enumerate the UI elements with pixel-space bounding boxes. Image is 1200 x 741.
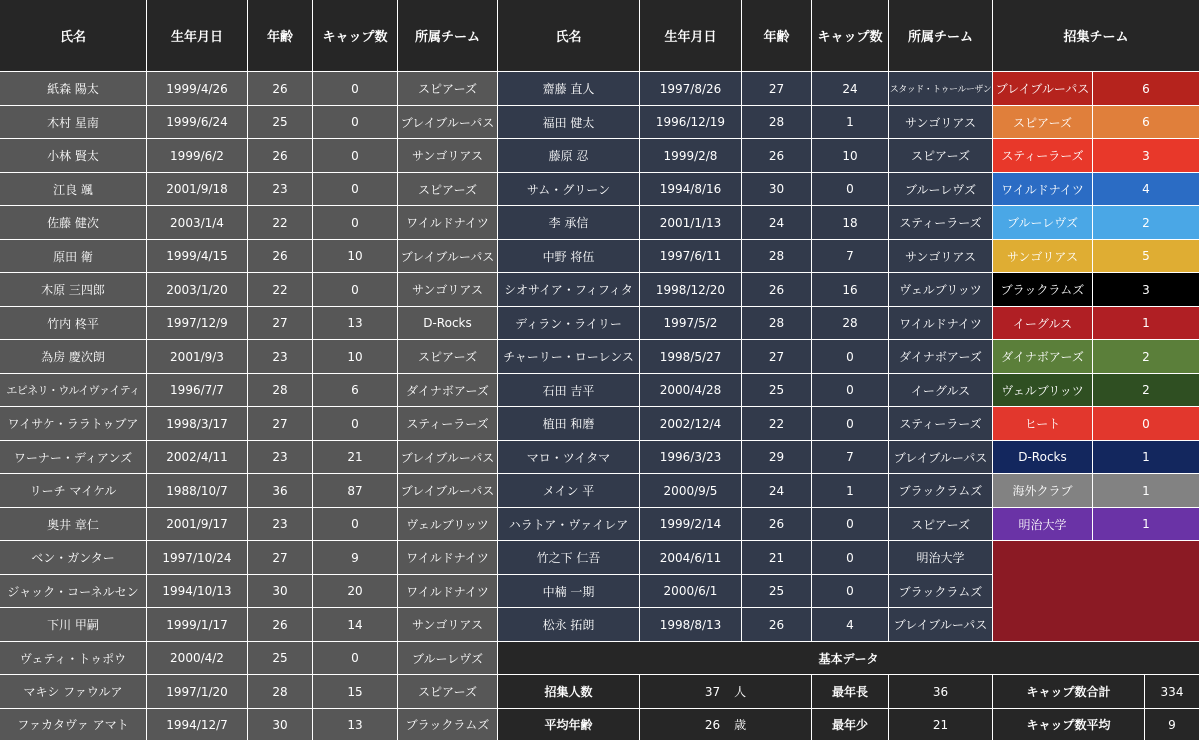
left-player-age: 23: [248, 173, 313, 206]
right-player-team: スタッド・トゥールーザン: [889, 72, 993, 106]
right-player-team: スピアーズ: [889, 508, 993, 541]
right-player-dob: 2000/6/1: [640, 575, 742, 608]
right-player-dob: 1997/6/11: [640, 240, 742, 273]
right-player-caps: 18: [812, 206, 889, 240]
left-player-name: ファカタヴァ アマト: [0, 709, 147, 741]
right-player-team: スピアーズ: [889, 139, 993, 173]
filler-block: [993, 541, 1200, 642]
left-player-team: スピアーズ: [398, 72, 498, 106]
recruit-team-count: 3: [1093, 139, 1200, 173]
left-player-name: 竹内 柊平: [0, 307, 147, 340]
recruit-team-label: ワイルドナイツ: [993, 173, 1093, 206]
right-player-team: ヴェルブリッツ: [889, 273, 993, 307]
header-name-left: 氏名: [0, 0, 147, 72]
right-player-age: 26: [742, 508, 812, 541]
left-player-dob: 2003/1/4: [147, 206, 248, 240]
right-player-age: 22: [742, 407, 812, 441]
recruit-team-label: ブルーレヴズ: [993, 206, 1093, 240]
left-player-team: スピアーズ: [398, 173, 498, 206]
left-player-name: リーチ マイケル: [0, 474, 147, 508]
recruit-team-label: 明治大学: [993, 508, 1093, 541]
right-player-age: 25: [742, 575, 812, 608]
summary-avg-age-number: 26: [704, 717, 721, 732]
right-player-name: チャーリー・ローレンス: [498, 340, 640, 374]
right-player-name: 石田 吉平: [498, 374, 640, 407]
recruit-team-count: 2: [1093, 340, 1200, 374]
right-player-name: 福田 健太: [498, 106, 640, 139]
right-player-name: サム・グリーン: [498, 173, 640, 206]
left-player-name: 木原 三四郎: [0, 273, 147, 307]
right-player-caps: 1: [812, 474, 889, 508]
left-player-caps: 13: [313, 709, 398, 741]
right-player-name: 藤原 忍: [498, 139, 640, 173]
right-player-team: イーグルス: [889, 374, 993, 407]
right-player-name: ハラトア・ヴァイレア: [498, 508, 640, 541]
left-player-team: スティーラーズ: [398, 407, 498, 441]
left-player-dob: 1994/10/13: [147, 575, 248, 608]
right-player-age: 28: [742, 307, 812, 340]
summary-recruited-caps-value: 334: [1145, 675, 1200, 709]
right-player-caps: 0: [812, 508, 889, 541]
left-player-age: 26: [248, 139, 313, 173]
recruit-team-label: ヴェルブリッツ: [993, 374, 1093, 407]
left-player-name: ワーナー・ディアンズ: [0, 441, 147, 474]
left-player-team: サンゴリアス: [398, 608, 498, 642]
right-player-name: マロ・ツイタマ: [498, 441, 640, 474]
left-player-name: 江良 颯: [0, 173, 147, 206]
right-player-age: 26: [742, 139, 812, 173]
recruit-team-label: D-Rocks: [993, 441, 1093, 474]
left-player-caps: 0: [313, 206, 398, 240]
recruit-team-count: 1: [1093, 474, 1200, 508]
left-player-name: ジャック・コーネルセン: [0, 575, 147, 608]
left-player-team: スピアーズ: [398, 340, 498, 374]
left-player-age: 27: [248, 407, 313, 441]
left-player-team: ブレイブルーパス: [398, 474, 498, 508]
left-player-age: 23: [248, 508, 313, 541]
recruit-team-count: 2: [1093, 374, 1200, 407]
left-player-team: ブレイブルーパス: [398, 240, 498, 273]
left-player-caps: 14: [313, 608, 398, 642]
right-player-team: ブレイブルーパス: [889, 441, 993, 474]
left-player-dob: 1999/1/17: [147, 608, 248, 642]
left-player-caps: 0: [313, 508, 398, 541]
left-player-team: ダイナボアーズ: [398, 374, 498, 407]
left-player-age: 23: [248, 340, 313, 374]
recruit-team-label: ブラックラムズ: [993, 273, 1093, 307]
right-player-name: 中野 将伍: [498, 240, 640, 273]
left-player-caps: 10: [313, 340, 398, 374]
summary-avg-age-label: 平均年齢: [498, 709, 640, 741]
recruit-team-label: ブレイブルーパス: [993, 72, 1093, 106]
left-player-caps: 0: [313, 173, 398, 206]
left-player-caps: 15: [313, 675, 398, 709]
left-player-age: 30: [248, 575, 313, 608]
summary-recruited-number: 37: [704, 684, 721, 699]
left-player-caps: 0: [313, 72, 398, 106]
header-team-right: 所属チーム: [889, 0, 993, 72]
right-player-name: シオサイア・フィフィタ: [498, 273, 640, 307]
right-player-team: サンゴリアス: [889, 106, 993, 139]
left-player-dob: 1999/6/2: [147, 139, 248, 173]
right-player-caps: 0: [812, 173, 889, 206]
left-player-name: 為房 慶次朗: [0, 340, 147, 374]
left-player-name: 下川 甲嗣: [0, 608, 147, 642]
right-player-age: 24: [742, 206, 812, 240]
left-player-name: 原田 衛: [0, 240, 147, 273]
left-player-name: 奥井 章仁: [0, 508, 147, 541]
right-player-dob: 1998/8/13: [640, 608, 742, 642]
left-player-dob: 1999/4/26: [147, 72, 248, 106]
right-player-dob: 1999/2/8: [640, 139, 742, 173]
left-player-dob: 2002/4/11: [147, 441, 248, 474]
right-player-caps: 0: [812, 340, 889, 374]
right-player-name: 中楠 一期: [498, 575, 640, 608]
recruit-team-label: 海外クラブ: [993, 474, 1093, 508]
summary-avg-age-unit: 歳: [734, 718, 747, 732]
left-player-caps: 21: [313, 441, 398, 474]
left-player-age: 36: [248, 474, 313, 508]
left-player-dob: 1997/12/9: [147, 307, 248, 340]
left-player-dob: 2003/1/20: [147, 273, 248, 307]
right-player-name: 植田 和磨: [498, 407, 640, 441]
left-player-team: ワイルドナイツ: [398, 541, 498, 575]
left-player-team: ブレイブルーパス: [398, 441, 498, 474]
left-player-name: ワイサケ・ララトゥブア: [0, 407, 147, 441]
recruit-team-label: スティーラーズ: [993, 139, 1093, 173]
recruit-team-count: 6: [1093, 72, 1200, 106]
summary-title: 基本データ: [498, 642, 1200, 675]
header-caps-left: キャップ数: [313, 0, 398, 72]
left-player-age: 30: [248, 709, 313, 741]
recruit-team-count: 3: [1093, 273, 1200, 307]
left-player-age: 28: [248, 374, 313, 407]
header-team-left: 所属チーム: [398, 0, 498, 72]
right-player-age: 26: [742, 608, 812, 642]
header-caps-right: キャップ数: [812, 0, 889, 72]
right-player-dob: 1998/5/27: [640, 340, 742, 374]
right-player-age: 25: [742, 374, 812, 407]
left-player-age: 26: [248, 608, 313, 642]
right-player-age: 28: [742, 240, 812, 273]
right-player-dob: 1994/8/16: [640, 173, 742, 206]
left-player-name: エピネリ・ウルイヴァイティ: [0, 374, 147, 407]
right-player-caps: 0: [812, 407, 889, 441]
right-player-caps: 10: [812, 139, 889, 173]
right-player-caps: 7: [812, 441, 889, 474]
summary-recruited-age-value: 36: [889, 675, 993, 709]
right-player-name: 松永 拓朗: [498, 608, 640, 642]
summary-avg-age-caps-value: 9: [1145, 709, 1200, 741]
left-player-dob: 1997/10/24: [147, 541, 248, 575]
right-player-age: 28: [742, 106, 812, 139]
summary-recruited-unit: 人: [734, 685, 747, 699]
left-player-age: 26: [248, 240, 313, 273]
left-player-age: 25: [248, 642, 313, 675]
left-player-caps: 0: [313, 106, 398, 139]
right-player-age: 30: [742, 173, 812, 206]
left-player-dob: 1999/4/15: [147, 240, 248, 273]
left-player-dob: 1994/12/7: [147, 709, 248, 741]
left-player-team: サンゴリアス: [398, 273, 498, 307]
right-player-dob: 2000/4/28: [640, 374, 742, 407]
right-player-dob: 1996/12/19: [640, 106, 742, 139]
left-player-caps: 6: [313, 374, 398, 407]
right-player-name: ディラン・ライリー: [498, 307, 640, 340]
recruit-team-count: 1: [1093, 307, 1200, 340]
left-player-age: 26: [248, 72, 313, 106]
left-player-age: 28: [248, 675, 313, 709]
right-player-dob: 2001/1/13: [640, 206, 742, 240]
right-player-dob: 1998/12/20: [640, 273, 742, 307]
right-player-name: 竹之下 仁吾: [498, 541, 640, 575]
recruit-team-count: 2: [1093, 206, 1200, 240]
left-player-age: 22: [248, 206, 313, 240]
right-player-age: 24: [742, 474, 812, 508]
right-player-dob: 1997/5/2: [640, 307, 742, 340]
header-dob-right: 生年月日: [640, 0, 742, 72]
recruit-team-count: 1: [1093, 441, 1200, 474]
recruit-team-count: 1: [1093, 508, 1200, 541]
right-player-team: スティーラーズ: [889, 206, 993, 240]
right-player-caps: 7: [812, 240, 889, 273]
left-player-dob: 1998/3/17: [147, 407, 248, 441]
right-player-name: 李 承信: [498, 206, 640, 240]
header-name-right: 氏名: [498, 0, 640, 72]
left-player-team: ブレイブルーパス: [398, 106, 498, 139]
left-player-age: 23: [248, 441, 313, 474]
summary-recruited-value: [640, 675, 812, 709]
header-dob-left: 生年月日: [147, 0, 248, 72]
summary-recruited-caps-label: キャップ数合計: [993, 675, 1145, 709]
left-player-age: 22: [248, 273, 313, 307]
right-player-team: 明治大学: [889, 541, 993, 575]
left-player-dob: 2000/4/2: [147, 642, 248, 675]
left-player-name: 佐藤 健次: [0, 206, 147, 240]
recruit-team-count: 0: [1093, 407, 1200, 441]
right-player-caps: 16: [812, 273, 889, 307]
left-player-name: 小林 賢太: [0, 139, 147, 173]
right-player-name: メイン 平: [498, 474, 640, 508]
recruit-team-label: スピアーズ: [993, 106, 1093, 139]
left-player-age: 27: [248, 307, 313, 340]
summary-avg-age-age-label: 最年少: [812, 709, 889, 741]
right-player-team: ブラックラムズ: [889, 474, 993, 508]
left-player-team: スピアーズ: [398, 675, 498, 709]
left-player-caps: 20: [313, 575, 398, 608]
right-player-caps: 0: [812, 541, 889, 575]
right-player-team: スティーラーズ: [889, 407, 993, 441]
right-player-caps: 0: [812, 374, 889, 407]
left-player-team: サンゴリアス: [398, 139, 498, 173]
left-player-caps: 0: [313, 642, 398, 675]
right-player-caps: 24: [812, 72, 889, 106]
recruit-team-count: 5: [1093, 240, 1200, 273]
right-player-age: 29: [742, 441, 812, 474]
right-player-dob: 1999/2/14: [640, 508, 742, 541]
right-player-age: 21: [742, 541, 812, 575]
right-player-name: 齋藤 直人: [498, 72, 640, 106]
left-player-team: D-Rocks: [398, 307, 498, 340]
left-player-caps: 13: [313, 307, 398, 340]
right-player-dob: 1997/8/26: [640, 72, 742, 106]
left-player-dob: 2001/9/3: [147, 340, 248, 374]
left-player-name: 木村 星南: [0, 106, 147, 139]
left-player-name: ベン・ガンター: [0, 541, 147, 575]
recruit-team-count: 4: [1093, 173, 1200, 206]
left-player-name: マキシ ファウルア: [0, 675, 147, 709]
left-player-caps: 9: [313, 541, 398, 575]
recruit-team-count: 6: [1093, 106, 1200, 139]
left-player-team: ワイルドナイツ: [398, 206, 498, 240]
header-recruit-team: 招集チーム: [993, 0, 1200, 72]
right-player-team: サンゴリアス: [889, 240, 993, 273]
header-age-left: 年齢: [248, 0, 313, 72]
header-age-right: 年齢: [742, 0, 812, 72]
left-player-caps: 0: [313, 407, 398, 441]
recruit-team-label: サンゴリアス: [993, 240, 1093, 273]
left-player-age: 27: [248, 541, 313, 575]
left-player-dob: 1999/6/24: [147, 106, 248, 139]
right-player-team: ダイナボアーズ: [889, 340, 993, 374]
left-player-caps: 87: [313, 474, 398, 508]
right-player-age: 27: [742, 340, 812, 374]
left-player-dob: 1997/1/20: [147, 675, 248, 709]
left-player-caps: 10: [313, 240, 398, 273]
right-player-age: 27: [742, 72, 812, 106]
right-player-dob: 2002/12/4: [640, 407, 742, 441]
right-player-dob: 2000/9/5: [640, 474, 742, 508]
left-player-caps: 0: [313, 273, 398, 307]
right-player-caps: 0: [812, 575, 889, 608]
right-player-team: ワイルドナイツ: [889, 307, 993, 340]
right-player-dob: 2004/6/11: [640, 541, 742, 575]
left-player-dob: 1988/10/7: [147, 474, 248, 508]
right-player-caps: 1: [812, 106, 889, 139]
summary-recruited-age-label: 最年長: [812, 675, 889, 709]
right-player-dob: 1996/3/23: [640, 441, 742, 474]
right-player-team: ブレイブルーパス: [889, 608, 993, 642]
left-player-team: ブラックラムズ: [398, 709, 498, 741]
right-player-team: ブルーレヴズ: [889, 173, 993, 206]
summary-recruited-label: 招集人数: [498, 675, 640, 709]
left-player-dob: 2001/9/18: [147, 173, 248, 206]
summary-avg-age-value: [640, 709, 812, 741]
right-player-team: ブラックラムズ: [889, 575, 993, 608]
left-player-caps: 0: [313, 139, 398, 173]
left-player-team: ヴェルブリッツ: [398, 508, 498, 541]
right-player-caps: 4: [812, 608, 889, 642]
left-player-name: 紙森 陽太: [0, 72, 147, 106]
summary-avg-age-age-value: 21: [889, 709, 993, 741]
left-player-name: ヴェティ・トゥポウ: [0, 642, 147, 675]
left-player-age: 25: [248, 106, 313, 139]
left-player-dob: 1996/7/7: [147, 374, 248, 407]
left-player-team: ブルーレヴズ: [398, 642, 498, 675]
recruit-team-label: イーグルス: [993, 307, 1093, 340]
right-player-age: 26: [742, 273, 812, 307]
summary-avg-age-caps-label: キャップ数平均: [993, 709, 1145, 741]
left-player-dob: 2001/9/17: [147, 508, 248, 541]
left-player-team: ワイルドナイツ: [398, 575, 498, 608]
recruit-team-label: ダイナボアーズ: [993, 340, 1093, 374]
recruit-team-label: ヒート: [993, 407, 1093, 441]
right-player-caps: 28: [812, 307, 889, 340]
